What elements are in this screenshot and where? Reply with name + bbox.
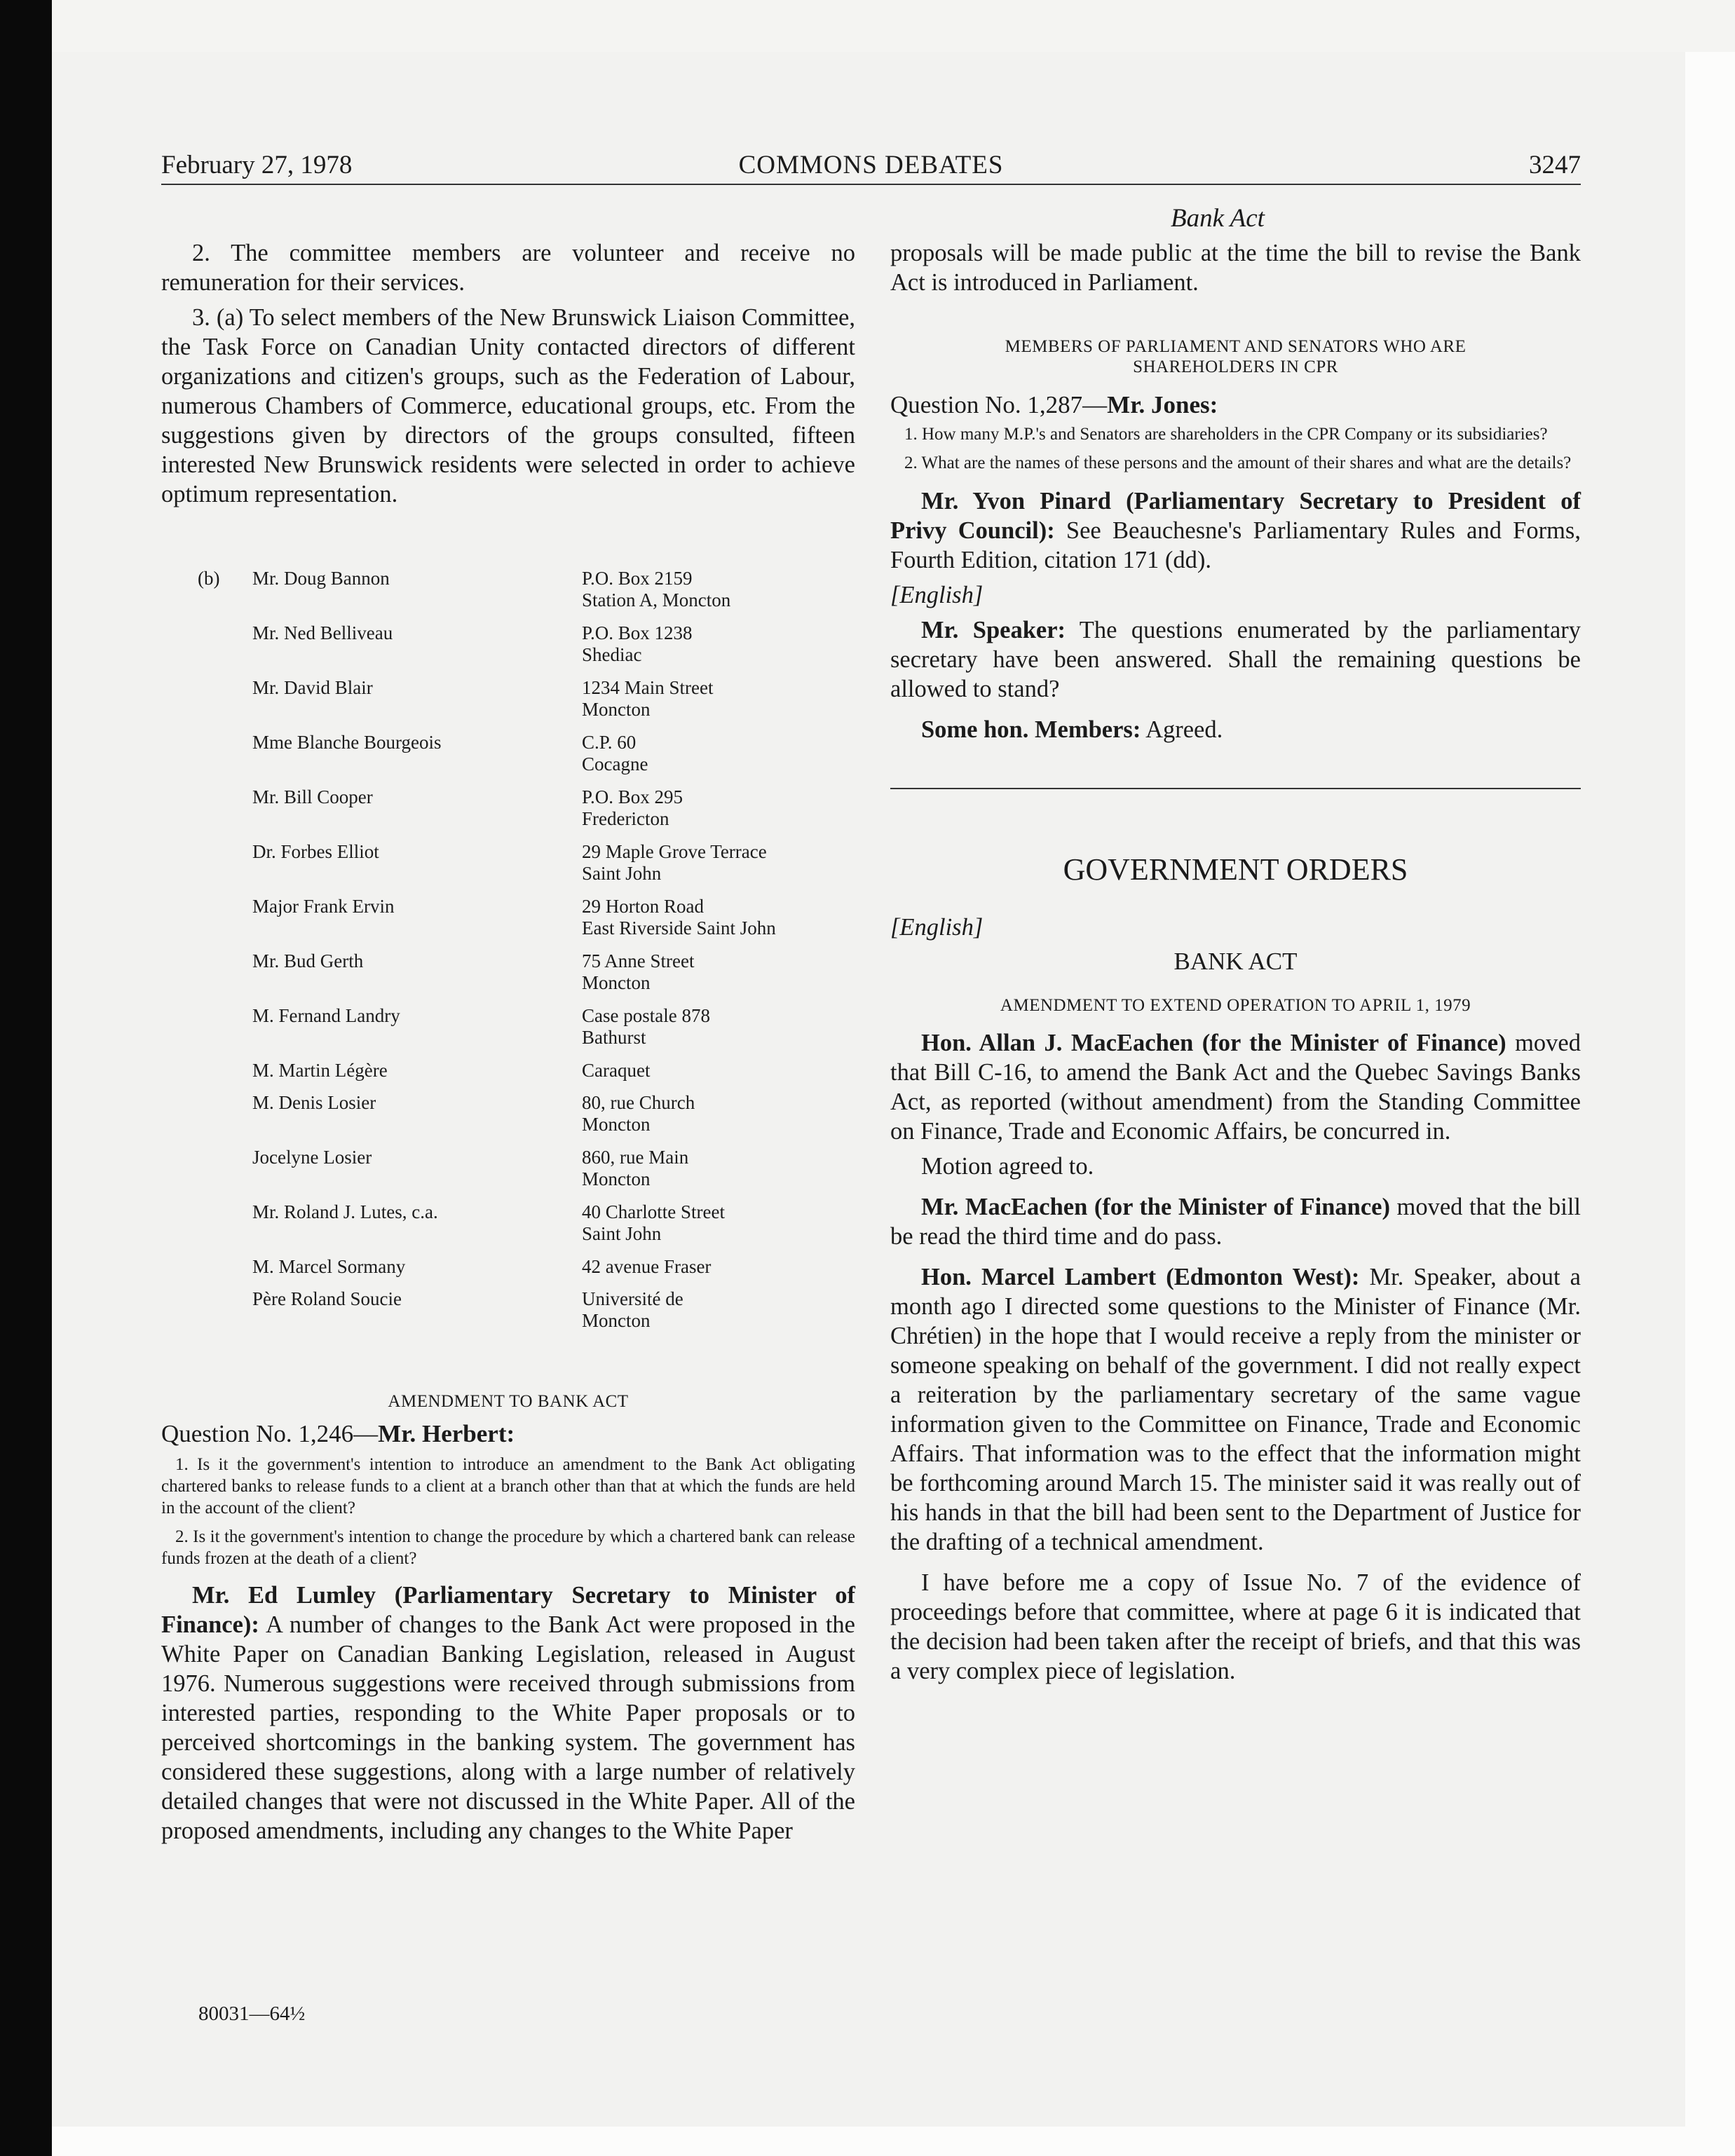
member-address: 29 Maple Grove Terrace Saint John bbox=[582, 841, 767, 884]
question-heading: Question No. 1,287—Mr. Jones: bbox=[890, 391, 1218, 418]
header-date: February 27, 1978 bbox=[161, 151, 353, 179]
speech-paragraph: Some hon. Members: Agreed. bbox=[921, 716, 1223, 743]
member-name: Mr. David Blair bbox=[252, 677, 373, 698]
section-heading: MEMBERS OF PARLIAMENT AND SENATORS WHO ARE SHAREHOLDERS IN CPR bbox=[1005, 337, 1467, 376]
question-items bbox=[890, 423, 1581, 474]
speaker-name: Hon. Allan J. MacEachen (for the Minister of Finance) bbox=[921, 1030, 1506, 1056]
section-title: GOVERNMENT ORDERS bbox=[1063, 852, 1408, 887]
paragraph: I have before me a copy of Issue No. 7 of the evidence of proceedings before that committee, where at page 6 it is indicated that the decision had been taken after the receipt of briefs, and that this was a very complex piece of legislation. bbox=[890, 1569, 1581, 1684]
member-name: Mr. Ned Belliveau bbox=[252, 622, 393, 643]
language-marker: [English] bbox=[890, 914, 984, 941]
member-name: Dr. Forbes Elliot bbox=[252, 841, 379, 862]
header-rule bbox=[161, 184, 1581, 185]
member-name: Mr. Bud Gerth bbox=[252, 950, 364, 971]
paragraph: proposals will be made public at the time the bill to revise the Bank Act is introduced in Parliament. bbox=[890, 240, 1581, 296]
question-item: 1. How many M.P.'s and Senators are shareholders in the CPR Company or its subsidiaries? bbox=[904, 425, 1548, 444]
section-heading: AMENDMENT TO BANK ACT bbox=[388, 1392, 629, 1411]
member-address: P.O. Box 1238 Shediac bbox=[582, 622, 693, 665]
page-number: 3247 bbox=[1529, 151, 1581, 179]
member-name: Jocelyne Losier bbox=[252, 1147, 372, 1168]
member-address: 42 avenue Fraser bbox=[582, 1256, 712, 1277]
language-marker: [English] bbox=[890, 582, 984, 608]
left-column bbox=[161, 238, 855, 514]
member-name: Mr. Roland J. Lutes, c.a. bbox=[252, 1201, 438, 1222]
answer-paragraph: Mr. Yvon Pinard (Parliamentary Secretary to President of Privy Council): See Beauchesne's Parliamentary Rules and Forms, Fourth Edition, citation 171 (dd). bbox=[890, 488, 1581, 573]
bill-title: BANK ACT bbox=[1173, 948, 1298, 975]
speaker-name: Mr. Yvon Pinard (Parliamentary Secretary to President of Privy Council): bbox=[890, 488, 1581, 544]
paragraph: Motion agreed to. bbox=[921, 1153, 1094, 1180]
member-name: M. Marcel Sormany bbox=[252, 1256, 406, 1277]
member-address: 1234 Main Street Moncton bbox=[582, 677, 714, 720]
member-name: M. Denis Losier bbox=[252, 1092, 376, 1113]
speaker-name: Mr. MacEachen (for the Minister of Finance) bbox=[921, 1194, 1390, 1220]
member-name: Mr. Doug Bannon bbox=[252, 568, 390, 589]
section-rule bbox=[890, 788, 1581, 789]
right-column bbox=[890, 238, 1581, 1691]
question-item: 2. Is it the government's intention to change the procedure by which a chartered bank can release funds frozen at the death of a client? bbox=[161, 1527, 855, 1568]
speech-paragraph: Mr. Speaker: The questions enumerated by the parliamentary secretary have been answered. Shall the remaining questions be allowed to stand? bbox=[890, 617, 1581, 702]
speaker-name: Mr. Ed Lumley (Parliamentary Secretary to Minister of Finance): bbox=[161, 1582, 855, 1638]
running-head: Bank Act bbox=[1171, 204, 1265, 233]
paragraph: 2. The committee members are volunteer and receive no remuneration for their services. bbox=[161, 240, 855, 296]
member-name: Mme Blanche Bourgeois bbox=[252, 732, 442, 753]
header-title: COMMONS DEBATES bbox=[738, 151, 1004, 179]
member-address: 29 Horton Road East Riverside Saint John bbox=[582, 896, 776, 939]
member-name: M. Martin Légère bbox=[252, 1060, 388, 1081]
member-address: 40 Charlotte Street Saint John bbox=[582, 1201, 725, 1244]
question-item: 1. Is it the government's intention to introduce an amendment to the Bank Act obligating chartered banks to release funds to a client at a branch other than that at which the funds are held in the account of the client? bbox=[161, 1455, 855, 1517]
member-address: 80, rue Church Moncton bbox=[582, 1092, 695, 1135]
member-address: 860, rue Main Moncton bbox=[582, 1147, 689, 1189]
speaker-name: Mr. Speaker: bbox=[921, 617, 1066, 643]
speech-paragraph: Mr. MacEachen (for the Minister of Finance) moved that the bill be read the third time and do pass. bbox=[890, 1194, 1581, 1250]
question-items bbox=[161, 1454, 855, 1569]
member-name: Mr. Bill Cooper bbox=[252, 786, 373, 807]
footer-code: 80031—64½ bbox=[198, 2003, 306, 2025]
member-address: Université de Moncton bbox=[582, 1288, 683, 1331]
scan-edge bbox=[0, 0, 52, 2156]
paragraph: 3. (a) To select members of the New Brunswick Liaison Committee, the Task Force on Canadian Unity contacted directors of different organizations and citizen's groups, such as the Federation of Labour, numerous Chambers of Commerce, educational groups, etc. From the suggestions given by directors of the groups consulted, fifteen interested New Brunswick residents were selected in order to achieve optimum representation. bbox=[161, 304, 855, 507]
member-address: P.O. Box 2159 Station A, Moncton bbox=[582, 568, 731, 610]
question-item: 2. What are the names of these persons and the amount of their shares and what are the details? bbox=[904, 453, 1572, 472]
member-name: Major Frank Ervin bbox=[252, 896, 395, 917]
member-address: P.O. Box 295 Fredericton bbox=[582, 786, 683, 829]
speaker-name: Hon. Marcel Lambert (Edmonton West): bbox=[921, 1264, 1360, 1290]
speech-paragraph: Hon. Allan J. MacEachen (for the Minister of Finance) moved that Bill C-16, to amend the Bank Act and the Quebec Savings Banks Act, as reported (without amendment) from the Standing Committee on Finance, Trade and Economic Affairs, be concurred in. bbox=[890, 1030, 1581, 1145]
speaker-name: Some hon. Members: bbox=[921, 716, 1141, 743]
left-column-lower bbox=[161, 1391, 855, 1851]
member-address: Case postale 878 Bathurst bbox=[582, 1005, 710, 1048]
member-address: Caraquet bbox=[582, 1060, 651, 1081]
member-name: M. Fernand Landry bbox=[252, 1005, 400, 1026]
member-name: Père Roland Soucie bbox=[252, 1288, 402, 1309]
member-address: C.P. 60 Cocagne bbox=[582, 732, 648, 775]
speech-paragraph: Hon. Marcel Lambert (Edmonton West): Mr. Speaker, about a month ago I directed some questions to the Minister of Finance (Mr. Chrétien) in the hope that I would receive a reply from the minister or someone speaking on behalf of the government. I did not really expect a reiteration by the parliamentary secretary of the same vague information given to the Committee on Finance, Trade and Economic Affairs. That information was to the effect that the information might be forthcoming around March 15. The minister said it was really out of his hands in that the bill had been sent to the Department of Justice for the drafting of a technical amendment. bbox=[890, 1264, 1581, 1555]
list-label: (b) bbox=[198, 568, 220, 589]
question-heading: Question No. 1,246—Mr. Herbert: bbox=[161, 1420, 515, 1447]
scan-margin bbox=[52, 0, 1735, 52]
bill-subtitle: AMENDMENT TO EXTEND OPERATION TO APRIL 1, 1979 bbox=[1000, 996, 1471, 1015]
answer-paragraph: Mr. Ed Lumley (Parliamentary Secretary to Minister of Finance): A number of changes to the Bank Act were proposed in the White Paper on Canadian Banking Legislation, released in August 1976. Numerous suggestions were received through submissions from interested parties, responding to the White Paper proposals or to perceived shortcomings in the banking system. The government has considered these suggestions, along with a large number of relatively detailed changes that were not discussed in the White Paper. All of the proposed amendments, including any changes to the White Paper bbox=[161, 1582, 855, 1844]
member-address: 75 Anne Street Moncton bbox=[582, 950, 695, 993]
